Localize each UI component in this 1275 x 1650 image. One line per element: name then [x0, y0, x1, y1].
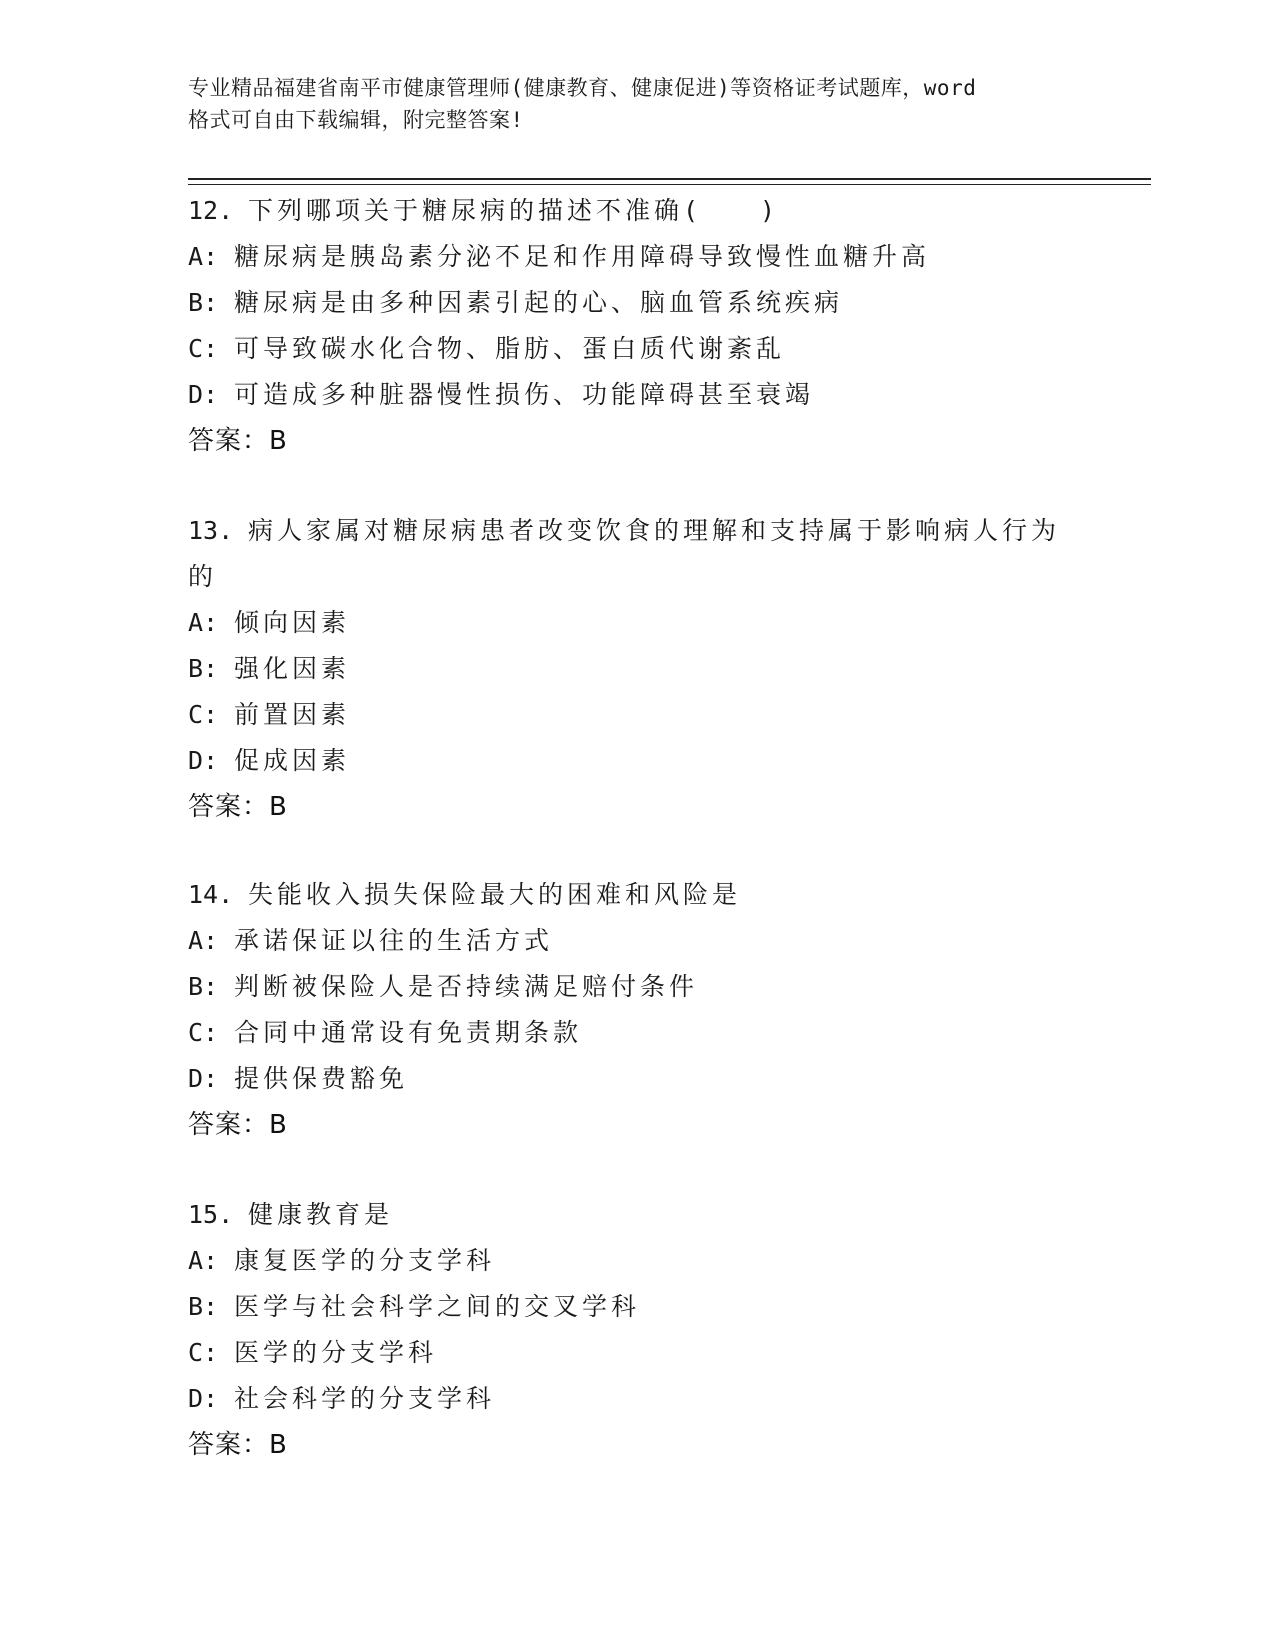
- option-text: 判断被保险人是否持续满足赔付条件: [234, 972, 699, 1001]
- question-text: 健康教育是: [248, 1200, 394, 1229]
- option-a: [188, 918, 1088, 964]
- option-letter: B:: [188, 654, 219, 683]
- option-letter: A:: [188, 926, 219, 955]
- option-letter: D:: [188, 1384, 219, 1413]
- question-stem: [188, 872, 1088, 918]
- option-letter: D:: [188, 746, 219, 775]
- option-letter: A:: [188, 242, 219, 271]
- option-text: 倾向因素: [234, 608, 351, 637]
- option-d: [188, 372, 1088, 418]
- option-a: [188, 1238, 1088, 1284]
- header-divider-thin: [188, 184, 1151, 185]
- option-text: 合同中通常设有免责期条款: [234, 1018, 583, 1047]
- option-letter: D:: [188, 1064, 219, 1093]
- option-letter: C:: [188, 700, 219, 729]
- option-letter: A:: [188, 1246, 219, 1275]
- option-d: [188, 1376, 1088, 1422]
- question-stem: [188, 188, 1088, 234]
- option-text: 前置因素: [234, 700, 351, 729]
- answer-text: 答案：B: [188, 1110, 288, 1140]
- answer-text: 答案：B: [188, 426, 288, 456]
- option-b: [188, 280, 1088, 326]
- option-b: [188, 1284, 1088, 1330]
- option-text: 承诺保证以往的生活方式: [234, 926, 554, 955]
- answer-text: 答案：B: [188, 792, 288, 822]
- option-text: 医学与社会科学之间的交叉学科: [234, 1292, 641, 1321]
- option-c: [188, 692, 1088, 738]
- question-number: 14.: [188, 880, 234, 909]
- question-stem: [188, 508, 1088, 554]
- option-letter: C:: [188, 1338, 219, 1367]
- option-letter: B:: [188, 288, 219, 317]
- option-text: 糖尿病是胰岛素分泌不足和作用障碍导致慢性血糖升高: [234, 242, 931, 271]
- option-c: [188, 1330, 1088, 1376]
- question-text: 下列哪项关于糖尿病的描述不准确( ): [248, 196, 780, 225]
- question-13: [188, 508, 1088, 830]
- question-stem-continued: 的: [188, 562, 218, 591]
- option-letter: A:: [188, 608, 219, 637]
- option-letter: C:: [188, 334, 219, 363]
- option-letter: B:: [188, 1292, 219, 1321]
- header-divider-thick: [188, 178, 1151, 180]
- option-c: [188, 326, 1088, 372]
- option-text: 医学的分支学科: [234, 1338, 438, 1367]
- option-text: 康复医学的分支学科: [234, 1246, 496, 1275]
- option-d: [188, 738, 1088, 784]
- option-c: [188, 1010, 1088, 1056]
- option-text: 提供保费豁免: [234, 1064, 409, 1093]
- question-number: 12.: [188, 196, 234, 225]
- question-stem: [188, 1192, 1088, 1238]
- option-text: 强化因素: [234, 654, 351, 683]
- option-text: 社会科学的分支学科: [234, 1384, 496, 1413]
- header-line-2: 格式可自由下载编辑，附完整答案!: [188, 108, 524, 132]
- question-15: [188, 1192, 1088, 1468]
- question-12: [188, 188, 1088, 464]
- option-text: 促成因素: [234, 746, 351, 775]
- question-text: 失能收入损失保险最大的困难和风险是: [248, 880, 742, 909]
- document-header: [188, 72, 1088, 136]
- option-text: 可导致碳水化合物、脂肪、蛋白质代谢紊乱: [234, 334, 786, 363]
- question-14: [188, 872, 1088, 1148]
- option-letter: D:: [188, 380, 219, 409]
- option-b: [188, 964, 1088, 1010]
- option-a: [188, 234, 1088, 280]
- question-number: 15.: [188, 1200, 234, 1229]
- option-letter: B:: [188, 972, 219, 1001]
- option-text: 糖尿病是由多种因素引起的心、脑血管系统疾病: [234, 288, 844, 317]
- option-text: 可造成多种脏器慢性损伤、功能障碍甚至衰竭: [234, 380, 815, 409]
- option-b: [188, 646, 1088, 692]
- option-d: [188, 1056, 1088, 1102]
- header-line-1: 专业精品福建省南平市健康管理师(健康教育、健康促进)等资格证考试题库，word: [188, 76, 977, 100]
- answer-text: 答案：B: [188, 1430, 288, 1460]
- option-a: [188, 600, 1088, 646]
- option-letter: C:: [188, 1018, 219, 1047]
- question-number: 13.: [188, 516, 234, 545]
- question-text: 病人家属对糖尿病患者改变饮食的理解和支持属于影响病人行为: [248, 516, 1061, 545]
